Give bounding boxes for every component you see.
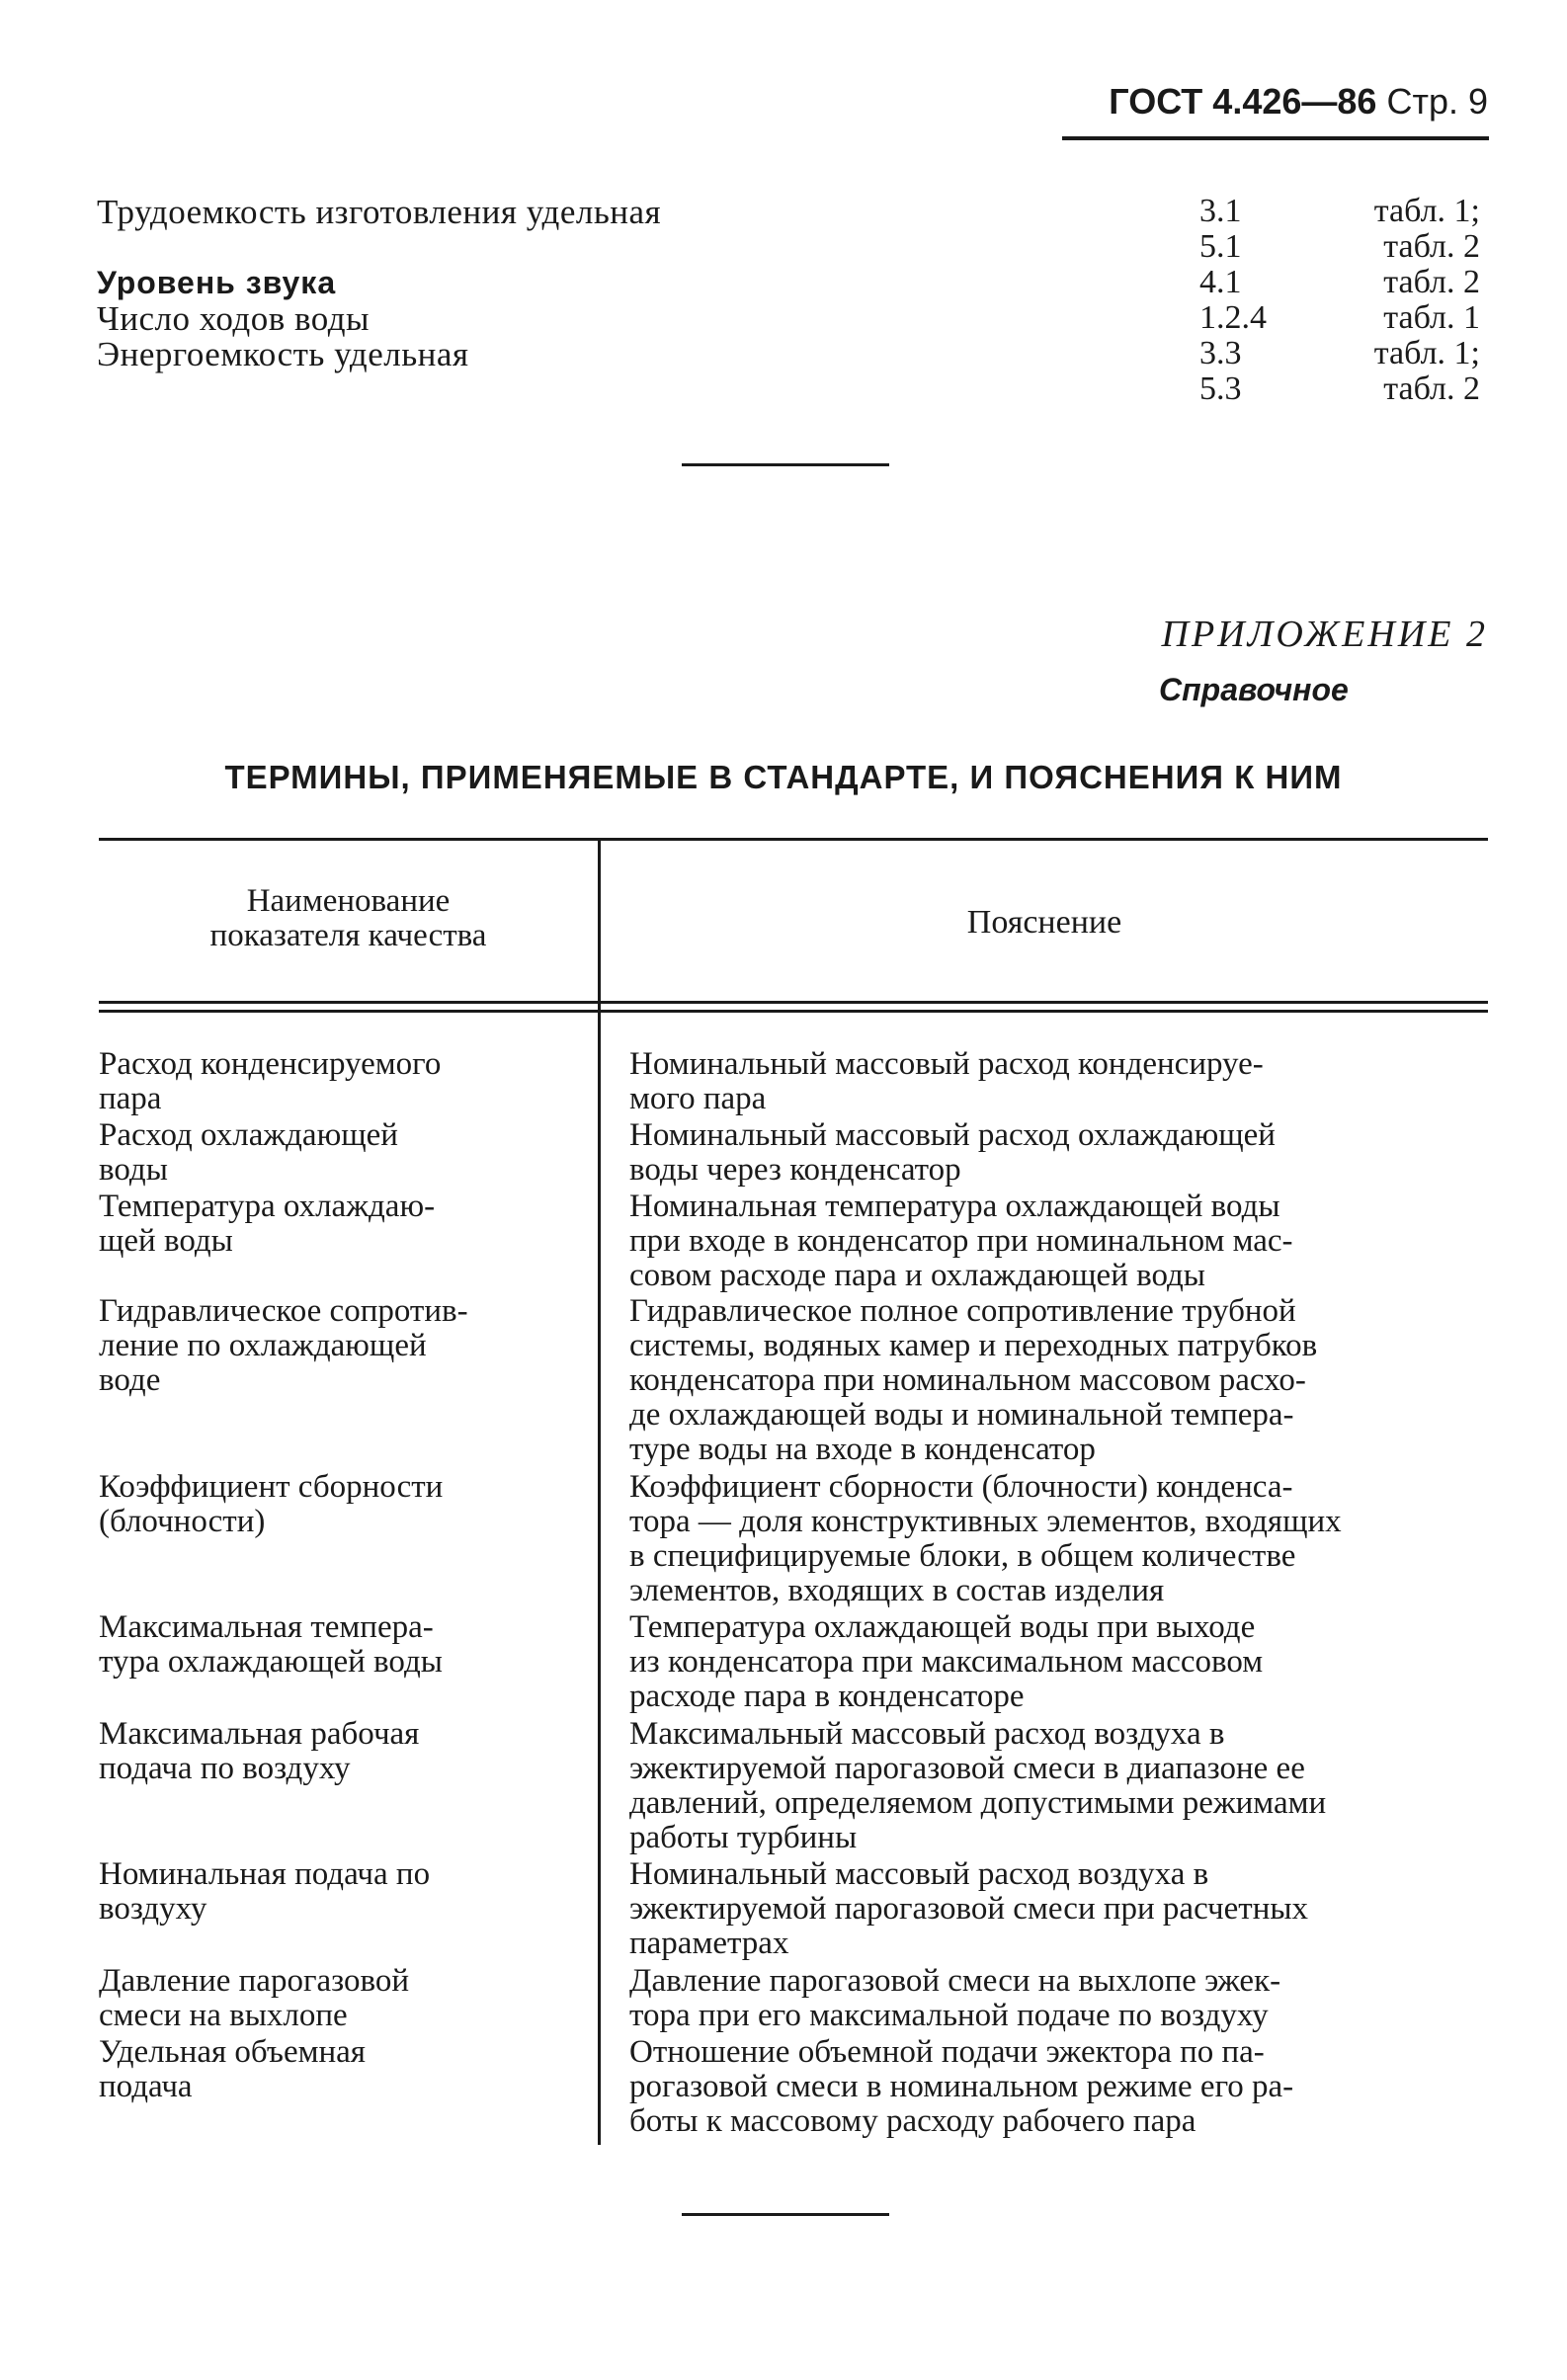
index-item-name: Уровень звука <box>97 265 337 300</box>
header-rule <box>1062 136 1489 140</box>
table-row-explanation: Коэффициент сборности (блочности) конденса- тора — доля конструктивных элементов, входящих в специфицируемые блоки, в общем количестве элементов, входящих в состав изделия <box>629 1469 1342 1608</box>
index-item-clause: 5.1 <box>1199 228 1242 265</box>
table-row-explanation: Номинальная температура охлаждающей воды при входе в конденсатор при номинальном мас- совом расходе пара и охлаждающей воды <box>629 1189 1293 1293</box>
page-header <box>1109 81 1488 123</box>
table-row-term: Удельная объемная подача <box>99 2034 366 2104</box>
column-header-explanation: Пояснение <box>966 904 1122 941</box>
index-item-name: Число ходов воды <box>97 299 371 338</box>
table-row-explanation: Температура охлаждающей воды при выходе из конденсатора при максимальном массовом расходе пара в конденсаторе <box>629 1609 1264 1714</box>
index-item-table: табл. 1; <box>1373 193 1480 229</box>
table-row-term: Гидравлическое сопротив- ление по охлаждающей воде <box>99 1293 468 1398</box>
index-item-table: табл. 2 <box>1383 264 1480 300</box>
table-row-explanation: Давление парогазовой смеси на выхлопе эжек- тора при его максимальной подаче по воздуху <box>629 1963 1281 2033</box>
table-top-rule <box>99 838 1488 841</box>
table-row-explanation: Гидравлическое полное сопротивление трубной системы, водяных камер и переходных патрубков конденсатора при номинальном массовом расхо- де охлаждающей воды и номинальной темпера- туре воды на входе в конденсатор <box>629 1293 1318 1467</box>
table-header-rule <box>99 1001 1488 1004</box>
table-row-explanation: Максимальный массовый расход воздуха в эжектируемой парогазовой смеси в диапазоне ее давлений, определяемом допустимыми режимами работы турбины <box>629 1716 1327 1855</box>
page-number: Стр. 9 <box>1386 81 1488 122</box>
table-row-term: Расход конденсируемого пара <box>99 1046 442 1116</box>
index-item-table: табл. 2 <box>1383 228 1480 265</box>
table-row-term: Максимальная темпера- тура охлаждающей воды <box>99 1609 443 1680</box>
table-row-explanation: Отношение объемной подачи эжектора по па- рогазовой смеси в номинальном режиме его ра- боты к массовому расходу рабочего пара <box>629 2034 1294 2139</box>
page-title: ТЕРМИНЫ, ПРИМЕНЯЕМЫЕ В СТАНДАРТЕ, И ПОЯСНЕНИЯ К НИМ <box>224 759 1343 795</box>
index-item-name: Трудоемкость изготовления удельная <box>97 193 662 231</box>
index-item-clause: 1.2.4 <box>1199 299 1267 336</box>
table-header-rule <box>99 1010 1488 1013</box>
table-row-term: Температура охлаждаю- щей воды <box>99 1189 436 1259</box>
table-row-explanation: Номинальный массовый расход охлаждающей воды через конденсатор <box>629 1117 1276 1188</box>
index-item-table: табл. 1 <box>1383 299 1480 336</box>
index-item-clause: 3.1 <box>1199 193 1242 229</box>
table-row-explanation: Номинальный массовый расход конденсируе- мого пара <box>629 1046 1264 1116</box>
table-row-term: Номинальная подача по воздуху <box>99 1856 431 1927</box>
section-divider <box>682 463 889 466</box>
table-column-divider <box>598 841 601 2145</box>
index-item-clause: 4.1 <box>1199 264 1242 300</box>
appendix-label: ПРИЛОЖЕНИЕ 2 <box>1161 614 1488 655</box>
table-row-term: Коэффициент сборности (блочности) <box>99 1469 444 1539</box>
section-divider <box>682 2213 889 2216</box>
index-item-name: Энергоемкость удельная <box>97 335 469 373</box>
standard-code: ГОСТ 4.426—86 <box>1109 81 1377 122</box>
index-item-clause: 5.3 <box>1199 370 1242 407</box>
index-item-table: табл. 1; <box>1373 335 1480 371</box>
table-row-term: Расход охлаждающей воды <box>99 1117 398 1188</box>
table-row-term: Максимальная рабочая подача по воздуху <box>99 1716 420 1786</box>
table-row-term: Давление парогазовой смеси на выхлопе <box>99 1963 409 2033</box>
index-item-table: табл. 2 <box>1383 370 1480 407</box>
appendix-kind: Справочное <box>1159 672 1349 707</box>
column-header-term: Наименование показателя качества <box>209 883 487 953</box>
index-item-clause: 3.3 <box>1199 335 1242 371</box>
table-row-explanation: Номинальный массовый расход воздуха в эжектируемой парогазовой смеси при расчетных параметрах <box>629 1856 1309 1961</box>
